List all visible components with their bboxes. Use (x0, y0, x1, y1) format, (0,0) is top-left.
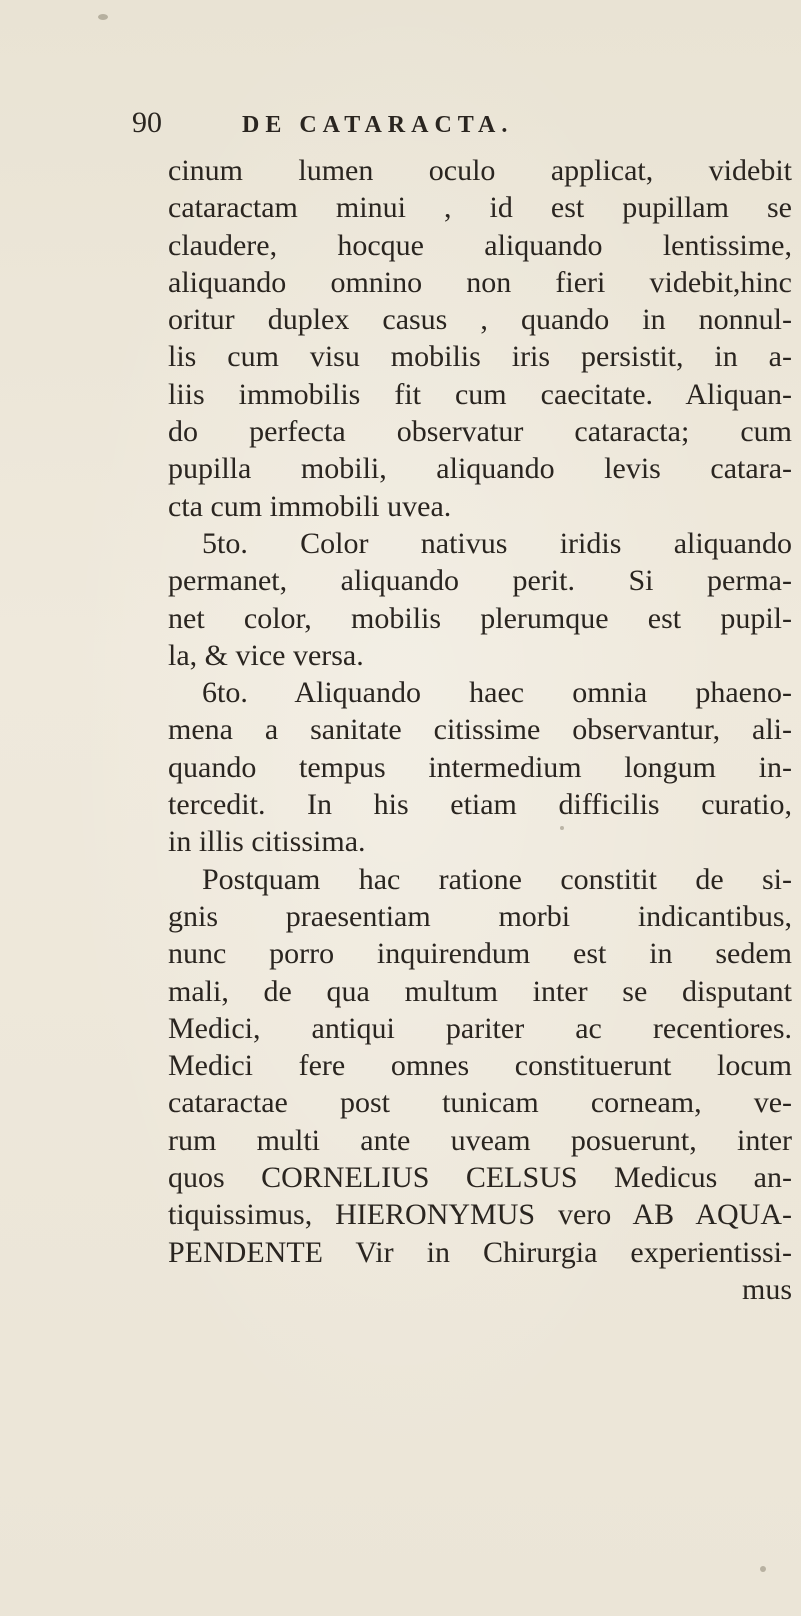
text-line: 6to. Aliquando haec omnia phaeno- (202, 676, 792, 710)
text-line: permanet, aliquando perit. Si perma- (168, 564, 792, 598)
page-number: 90 (132, 106, 162, 139)
page-header (132, 106, 692, 146)
text-line: quos CORNELIUS CELSUS Medicus an- (168, 1161, 792, 1195)
text-line: aliquando omnino non fieri videbit,hinc (168, 265, 792, 299)
catchword: mus (741, 1272, 792, 1306)
text-line: Medici, antiqui pariter ac recentiores. (168, 1011, 792, 1045)
text-line: cinum lumen oculo applicat, videbit (168, 154, 792, 187)
text-line: lis cum visu mobilis iris persistit, in a- (168, 340, 792, 374)
text-line: tercedit. In his etiam difficilis curatio, (168, 788, 792, 822)
text-line: cta cum immobili uvea. (168, 489, 452, 523)
text-line: rum multi ante uveam posuerunt, inter (168, 1123, 792, 1157)
text-line: gnis praesentiam morbi indicantibus, (168, 899, 792, 933)
body-text (168, 152, 798, 1308)
text-line: Postquam hac ratione constitit de si- (202, 862, 792, 896)
text-line: 5to. Color nativus iridis aliquando (202, 526, 792, 560)
text-line: pupilla mobili, aliquando levis catara- (168, 452, 792, 486)
text-line: net color, mobilis plerumque est pupil- (168, 601, 792, 635)
text-line: mali, de qua multum inter se disputant (168, 974, 792, 1008)
text-line: Medici fere omnes constituerunt locum (168, 1049, 792, 1083)
text-line: in illis citissima. (168, 825, 366, 859)
text-line: do perfecta observatur cataracta; cum (168, 415, 792, 449)
paper-speck (560, 826, 564, 830)
text-line: PENDENTE Vir in Chirurgia experientissi- (168, 1235, 792, 1269)
text-line: nunc porro inquirendum est in sedem (168, 937, 792, 971)
text-line: cataractae post tunicam corneam, ve- (168, 1086, 792, 1120)
paper-speck (98, 14, 108, 20)
text-line: la, & vice versa. (168, 638, 364, 672)
paper-speck (760, 1566, 766, 1572)
text-line: claudere, hocque aliquando lentissime, (168, 228, 792, 262)
text-line: liis immobilis fit cum caecitate. Aliquan- (168, 377, 792, 411)
text-line: cataractam minui , id est pupillam se (168, 191, 792, 225)
text-line: quando tempus intermedium longum in- (168, 750, 792, 784)
running-head: DE CATARACTA. (242, 112, 514, 138)
text-line: tiquissimus, HIERONYMUS vero AB AQUA- (168, 1198, 792, 1232)
text-line: oritur duplex casus , quando in nonnul- (168, 303, 792, 337)
text-line: mena a sanitate citissime observantur, ali- (168, 713, 792, 747)
